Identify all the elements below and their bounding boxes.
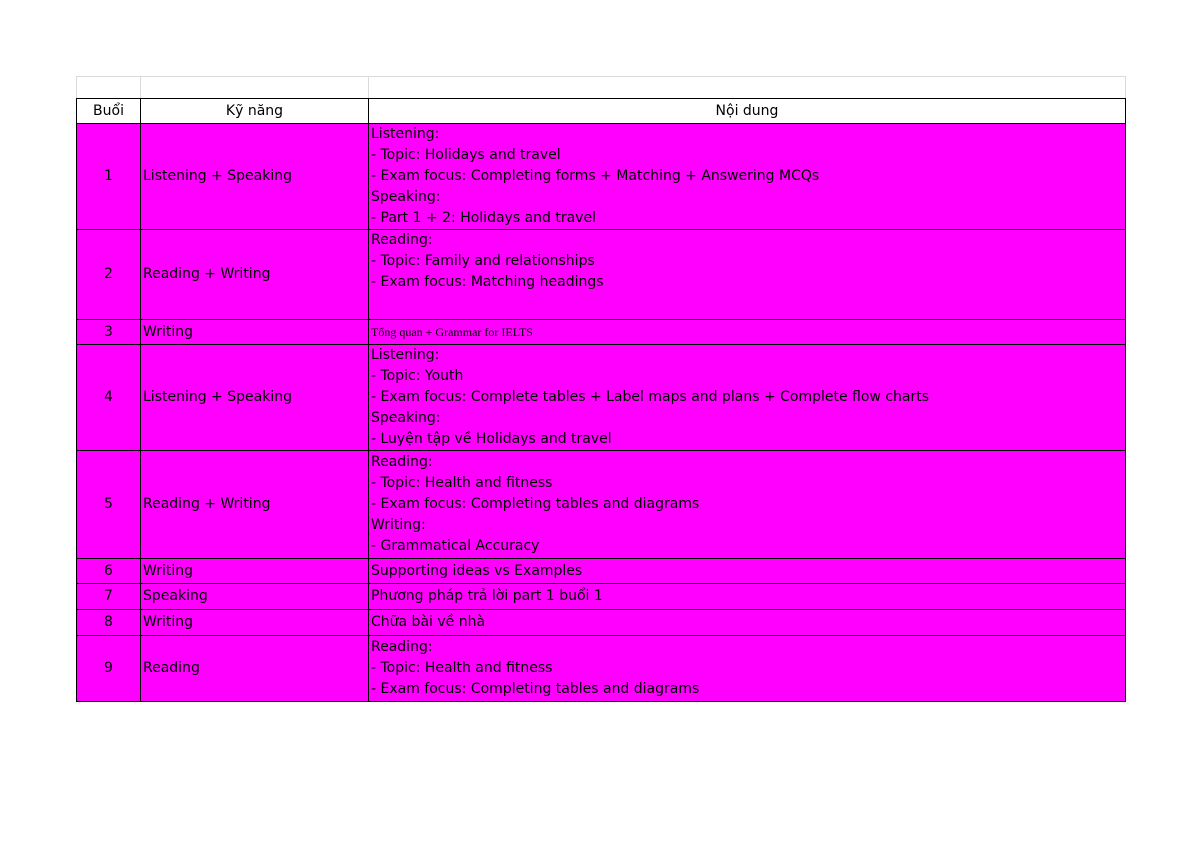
header-row (77, 99, 1126, 124)
content-cell (369, 584, 1126, 610)
table-row (77, 345, 1126, 451)
content-line: - Topic: Family and relationships (371, 253, 595, 269)
content-line: - Topic: Youth (371, 368, 464, 384)
content-line: - Grammatical Accuracy (371, 538, 540, 554)
content-line: - Exam focus: Completing forms + Matching + Answering MCQs (371, 168, 820, 184)
content-line: Tổng quan + Grammar for IELTS (371, 324, 533, 339)
content-line: - Exam focus: Matching headings (371, 274, 604, 290)
session-number: 1 (77, 124, 141, 230)
session-number: 7 (77, 584, 141, 610)
content-cell (369, 320, 1126, 345)
content-line: Supporting ideas vs Examples (371, 562, 583, 579)
header-content: Nội dung (369, 99, 1126, 124)
skill-cell: Speaking (141, 584, 369, 610)
content-line: Reading: (371, 454, 433, 470)
session-number: 3 (77, 320, 141, 345)
content-line: Listening: (371, 347, 440, 363)
table-row (77, 610, 1126, 636)
spacer-cell (141, 77, 369, 99)
session-number: 2 (77, 230, 141, 320)
skill-cell: Reading + Writing (141, 230, 369, 320)
table-row (77, 320, 1126, 345)
content-line: - Topic: Health and fitness (371, 475, 553, 491)
header-session: Buổi (77, 99, 141, 124)
content-line: Speaking: (371, 410, 441, 426)
skill-cell: Writing (141, 610, 369, 636)
content-line: - Topic: Health and fitness (371, 660, 553, 676)
content-cell (369, 636, 1126, 702)
spacer-cell (369, 77, 1126, 99)
session-number: 4 (77, 345, 141, 451)
table-row (77, 230, 1126, 320)
content-line: Speaking: (371, 189, 441, 205)
table-row (77, 636, 1126, 702)
skill-cell: Writing (141, 559, 369, 584)
session-number: 5 (77, 451, 141, 559)
content-line: Listening: (371, 126, 440, 142)
session-number: 8 (77, 610, 141, 636)
skill-cell: Reading (141, 636, 369, 702)
content-line: Writing: (371, 517, 426, 533)
table-row (77, 451, 1126, 559)
content-cell (369, 124, 1126, 230)
schedule-table (76, 76, 1126, 702)
spacer-cell (77, 77, 141, 99)
content-cell (369, 610, 1126, 636)
session-number: 9 (77, 636, 141, 702)
session-number: 6 (77, 559, 141, 584)
skill-cell: Listening + Speaking (141, 345, 369, 451)
skill-cell: Reading + Writing (141, 451, 369, 559)
header-skill: Kỹ năng (141, 99, 369, 124)
content-cell (369, 345, 1126, 451)
table-row (77, 584, 1126, 610)
content-line: - Exam focus: Completing tables and diagrams (371, 681, 700, 697)
content-line: - Topic: Holidays and travel (371, 147, 561, 163)
content-line: Reading: (371, 232, 433, 248)
table-row (77, 124, 1126, 230)
content-line: - Exam focus: Completing tables and diagrams (371, 496, 700, 512)
content-line: - Exam focus: Complete tables + Label maps and plans + Complete flow charts (371, 389, 930, 405)
content-line: Phương pháp trả lời part 1 buổi 1 (371, 588, 603, 604)
content-cell (369, 559, 1126, 584)
content-cell (369, 230, 1126, 320)
content-line: Chữa bài về nhà (371, 614, 486, 630)
content-line: - Part 1 + 2: Holidays and travel (371, 210, 596, 226)
skill-cell: Listening + Speaking (141, 124, 369, 230)
spacer-row (77, 77, 1126, 99)
table-row (77, 559, 1126, 584)
content-line: Reading: (371, 639, 433, 655)
content-line: - Luyện tập về Holidays and travel (371, 431, 612, 447)
content-cell (369, 451, 1126, 559)
skill-cell: Writing (141, 320, 369, 345)
